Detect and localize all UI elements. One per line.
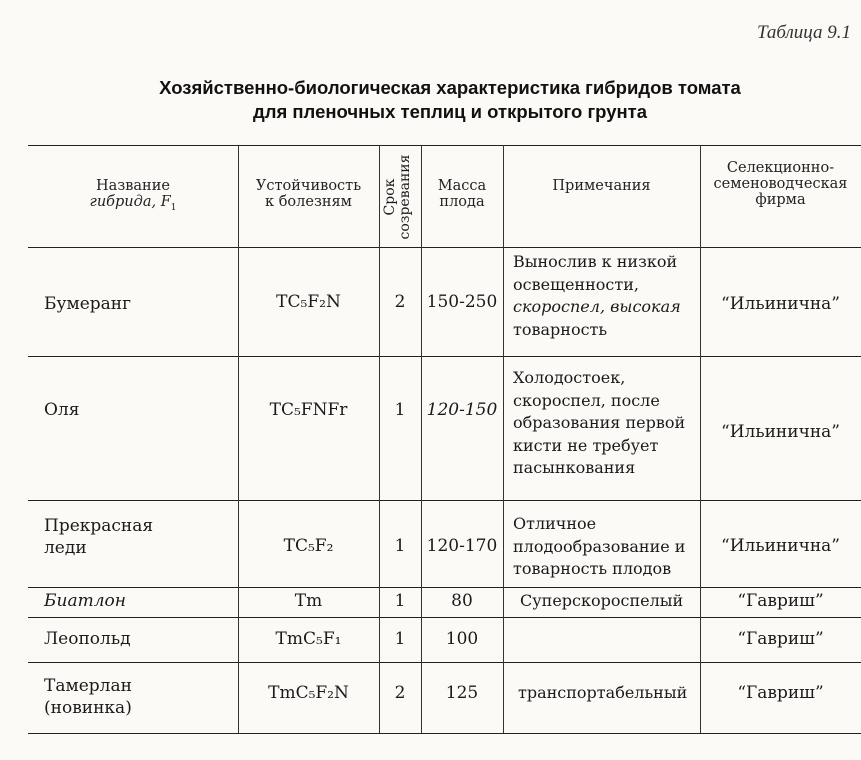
row-3-resistance: TC₅F₂	[283, 536, 334, 556]
row-4-resistance: Tm	[294, 591, 323, 611]
row-3-mass: 120-170	[426, 536, 498, 556]
header-name-subscript: 1	[170, 202, 177, 213]
header-name-line-1: Название	[96, 178, 170, 194]
row-2-notes-line-1: Холодостоек,	[513, 368, 626, 387]
row-2-term: 1	[394, 400, 406, 420]
row-1-mass: 150-250	[426, 292, 498, 312]
row-2-notes-line-5: пасынкования	[513, 458, 636, 477]
header-firm-line-3: фирма	[755, 192, 806, 208]
row-3-firm: “Ильинична”	[721, 536, 840, 556]
row-2-mass: 120-150	[426, 400, 498, 420]
header-term-line-1: Срок	[382, 178, 398, 216]
row-1-notes-line-4: товарность	[513, 319, 608, 339]
header-term-line-2: созревания	[397, 154, 413, 240]
row-1-term: 2	[394, 292, 406, 312]
row-5-firm: “Гавриш”	[737, 629, 824, 649]
header-name-italic: гибрида, F	[89, 194, 171, 210]
row-6-firm: “Гавриш”	[737, 683, 824, 703]
row-divider	[28, 662, 861, 663]
header-term	[383, 152, 417, 242]
row-2-notes-line-2: скороспел, после	[513, 390, 660, 410]
row-1-notes	[507, 251, 702, 341]
row-1-name: Бумеранг	[44, 294, 132, 314]
row-4-firm: “Гавриш”	[737, 591, 824, 611]
row-2-resistance: TC₅FNFr	[269, 400, 348, 420]
header-firm	[700, 160, 861, 208]
row-2-notes-line-3: образования первой	[513, 413, 686, 432]
row-divider	[28, 617, 861, 618]
row-3-term: 1	[394, 536, 406, 556]
row-divider	[28, 587, 861, 588]
row-1-notes-line-2: освещенности,	[513, 274, 639, 294]
header-name-line-2	[28, 194, 238, 216]
table-top-rule	[28, 145, 861, 146]
row-5-term: 1	[394, 629, 406, 649]
header-firm-line-2: семеноводческая	[713, 176, 848, 192]
row-6-name	[44, 675, 234, 719]
header-resistance-line-1: Устойчивость	[255, 178, 362, 194]
row-4-term: 1	[394, 591, 406, 611]
row-6-name-line-1: Тамерлан	[44, 676, 132, 696]
row-2-notes	[507, 367, 702, 480]
row-5-resistance: TmC₅F₁	[275, 629, 342, 649]
column-divider	[503, 145, 504, 733]
title-line-1: Хозяйственно-биологическая характеристика гибридов томата	[159, 77, 741, 98]
row-1-notes-line-3: скороспел, высокая	[513, 297, 681, 316]
row-3-notes-line-3: товарность плодов	[513, 559, 672, 578]
row-3-name-line-1: Прекрасная	[44, 516, 154, 536]
row-6-term: 2	[394, 683, 406, 703]
row-1-notes-line-1: Вынослив к низкой	[513, 252, 678, 271]
header-firm-line-1: Селекционно-	[726, 160, 835, 176]
row-6-resistance: TmC₅F₂N	[268, 683, 349, 703]
row-divider	[28, 500, 861, 501]
header-bottom-rule	[28, 247, 861, 248]
row-5-mass: 100	[445, 629, 479, 649]
row-6-name-line-2: (новинка)	[44, 698, 132, 718]
header-resistance	[238, 178, 379, 210]
table-bottom-rule	[28, 733, 861, 734]
row-2-firm: “Ильинична”	[721, 422, 840, 442]
row-3-notes-line-2: плодообразование и	[513, 536, 686, 556]
row-4-notes: Суперскороспелый	[520, 591, 684, 610]
row-4-name: Биатлон	[44, 591, 126, 611]
header-notes: Примечания	[552, 178, 651, 194]
table-number: Таблица 9.1	[757, 22, 851, 43]
row-1-firm: “Ильинична”	[721, 294, 840, 314]
table-title	[70, 76, 830, 124]
row-divider	[28, 356, 861, 357]
header-mass-line-2: плода	[439, 194, 485, 210]
row-2-notes-line-4: кисти не требует	[513, 435, 659, 455]
header-mass-line-1: Масса	[437, 178, 487, 194]
header-name	[28, 178, 238, 216]
row-1-resistance: TC₅F₂N	[276, 292, 341, 312]
row-3-name-line-2: леди	[44, 538, 87, 558]
header-resistance-line-2: к болезням	[265, 194, 352, 210]
row-6-mass: 125	[445, 683, 479, 703]
header-mass	[421, 178, 503, 210]
row-4-mass: 80	[451, 591, 473, 611]
row-3-name	[44, 515, 234, 559]
row-2-name: Оля	[44, 400, 80, 420]
title-line-2: для пленочных теплиц и открытого грунта	[252, 101, 648, 122]
row-3-notes	[507, 513, 702, 581]
row-3-notes-line-1: Отличное	[513, 514, 597, 533]
row-6-notes: транспортабельный	[518, 683, 688, 702]
row-5-name: Леопольд	[44, 629, 131, 649]
